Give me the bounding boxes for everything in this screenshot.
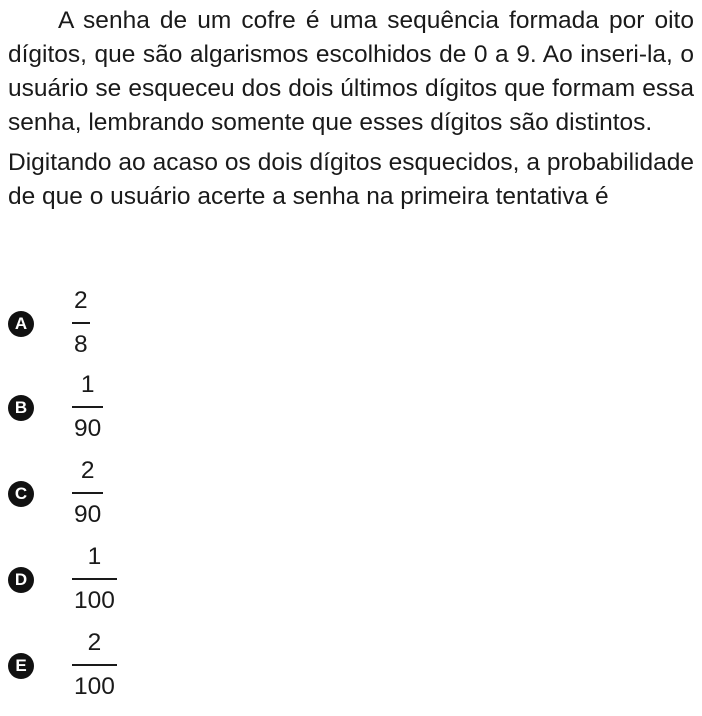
option-c[interactable] <box>8 456 308 536</box>
option-e-numerator: 2 <box>87 629 102 656</box>
option-b-denominator: 90 <box>74 414 102 442</box>
option-a-letter: A <box>8 311 34 337</box>
option-d[interactable] <box>8 542 308 622</box>
option-d-letter: D <box>8 567 34 593</box>
option-b-letter: B <box>8 395 34 421</box>
option-d-denominator: 100 <box>74 586 115 614</box>
fraction-bar <box>72 578 117 580</box>
option-d-fraction <box>72 542 117 616</box>
fraction-bar <box>72 406 103 408</box>
option-c-letter: C <box>8 481 34 507</box>
fraction-bar <box>72 492 103 494</box>
option-e-fraction <box>72 628 117 702</box>
option-c-denominator: 90 <box>74 500 102 528</box>
fraction-bar <box>72 322 90 324</box>
option-a-denominator: 8 <box>74 330 88 358</box>
option-b-numerator: 1 <box>80 371 95 398</box>
question-statement: A senha de um cofre é uma sequência formada por oito dígitos, que são algarismos escolhidos de 0 a 9. Ao inseri-la, o usuário se esqueceu dos dois últimos dígitos que formam essa senha, lembrando somente que esses dígitos são distintos. <box>8 7 694 136</box>
option-a-fraction <box>72 286 90 360</box>
question-text <box>8 4 694 214</box>
option-b[interactable] <box>8 370 308 450</box>
option-a[interactable] <box>8 284 308 364</box>
option-c-numerator: 2 <box>80 457 95 484</box>
option-b-fraction <box>72 370 103 444</box>
option-e-denominator: 100 <box>74 672 115 700</box>
option-e-letter: E <box>8 653 34 679</box>
fraction-bar <box>72 664 117 666</box>
option-a-numerator: 2 <box>74 287 88 314</box>
question-prompt: Digitando ao acaso os dois dígitos esquecidos, a probabilidade de que o usuário acerte a senha na primeira tentativa é <box>8 149 694 210</box>
option-d-numerator: 1 <box>87 543 102 570</box>
option-c-fraction <box>72 456 103 530</box>
option-e[interactable] <box>8 628 308 708</box>
